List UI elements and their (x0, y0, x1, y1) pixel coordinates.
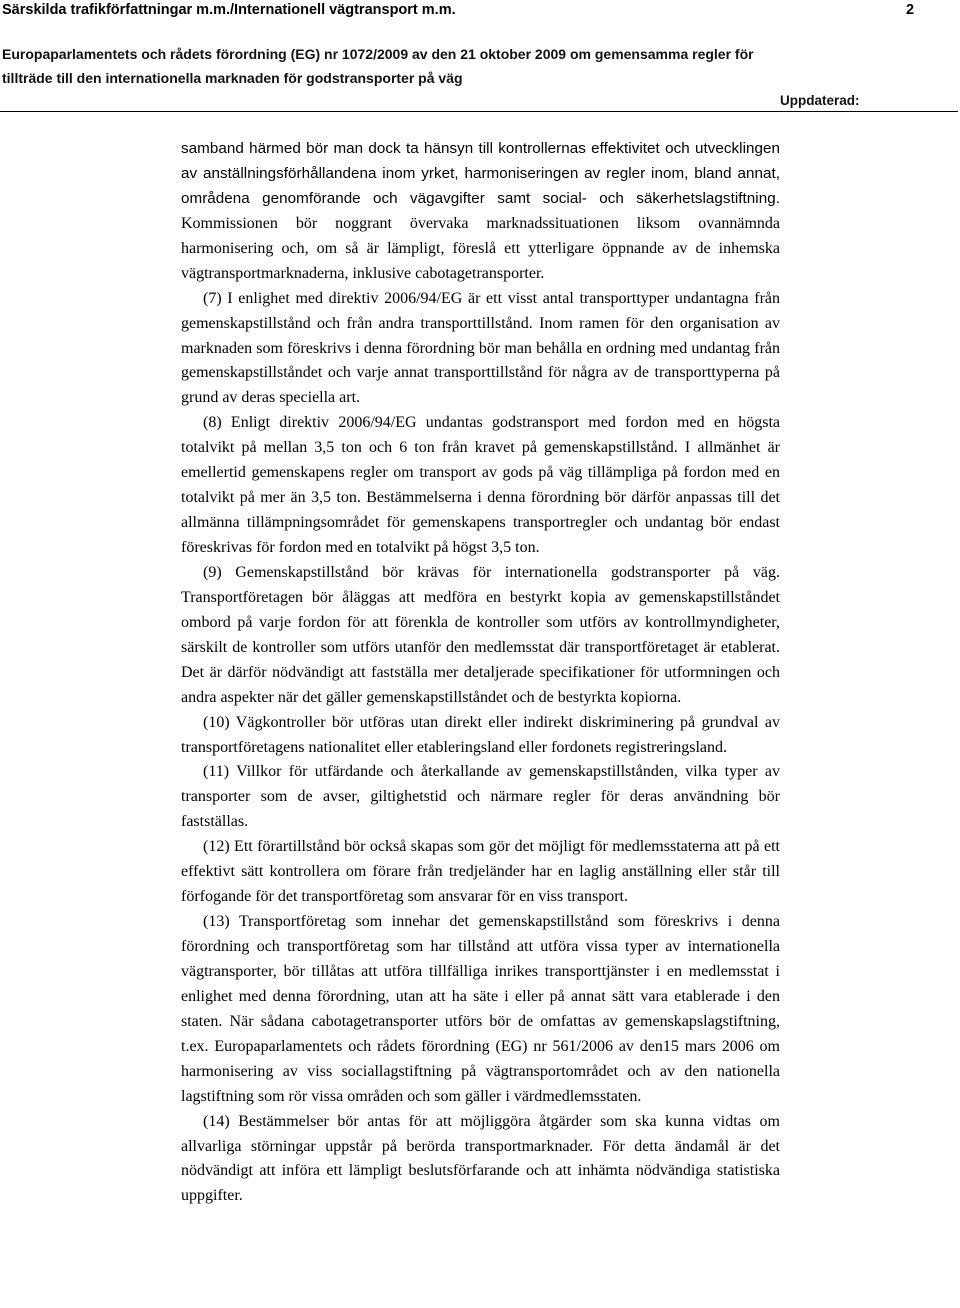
running-header (0, 0, 960, 20)
regulation-title-line-1: Europaparlamentets och rådets förordning (EG) nr 1072/2009 av den 21 oktober 2009 om gemensamma regler för (2, 46, 754, 62)
recital-13: (13) Transportföretag som innehar det gemenskapstillstånd som föreskrivs i denna förordning och transportföretag som har tillstånd att utföra vissa typer av internationella vägtransporter, bör tillåtas att utföra tillfälliga inrikes transporttjänster i en medlemsstat i enlighet med denna förordning, utan att ha säte i eller på annat sätt vara etablerade i den staten. När sådana cabotagetransporter utförs bör de omfattas av gemenskapslagstiftning, t.ex. Europaparlamentets och rådets förordning (EG) nr 561/2006 av den15 mars 2006 om harmonisering av viss sociallagstiftning på vägtransportområdet och av den nationella lagstiftning som rör vissa områden och som gäller i värdmedlemsstaten. (181, 913, 780, 1105)
recital-9: (9) Gemenskapstillstånd bör krävas för internationella godstransporter på väg. Transportföretagen bör åläggas att medföra en bestyrkt kopia av gemenskapstillståndet ombord på varje fordon för att förenkla de kontroller som utförs av kontrollmyndigheter, särskilt de kontroller som utförs utanför den medlemsstat där transportföretaget är etablerat. Det är därför nödvändigt att fastställa mer detaljerade specifikationer för utformningen och andra aspekter när det gäller gemenskapstillståndet och de bestyrkta kopiorna. (181, 563, 780, 706)
recital-10: (10) Vägkontroller bör utföras utan direkt eller indirekt diskriminering på grundval av transportföretagens nationalitet eller etableringsland eller fordonets registreringsland. (181, 713, 780, 756)
regulation-title-line-2: tillträde till den internationella marknaden för godstransporter på väg (2, 70, 463, 86)
continued-text-sans: samband härmed bör man dock ta hänsyn till kontrollernas effektivitet och utvecklingen av anställningsförhållandena inom yrket, harmoniseringen av regler inom, bland annat, områdena genomförande och vägavgifter samt social- och säkerhetslagstiftning. (181, 140, 780, 207)
header-divider (0, 111, 958, 112)
regulation-title (2, 42, 942, 90)
document-body (181, 137, 780, 1209)
page-number: 2 (906, 2, 915, 18)
recital-7: (7) I enlighet med direktiv 2006/94/EG är ett visst antal transporttyper undantagna från gemenskapstillstånd och från andra transporttillstånd. Inom ramen för den organisation av marknaden som föreskrivs i denna förordning bör man behålla en ordning med undantag från gemenskapstillståndet och varje annat transporttillstånd för några av de transporttyperna på grund av deras speciella art. (181, 289, 780, 407)
series-title: Särskilda trafikförfattningar m.m./Internationell vägtransport m.m. (2, 2, 456, 18)
recital-8: (8) Enligt direktiv 2006/94/EG undantas godstransport med fordon med en högsta totalvikt på mellan 3,5 ton och 6 ton från kravet på gemenskapstillstånd. I allmänhet är emellertid gemenskapens regler om transport av gods på väg tillämpliga på fordon med en totalvikt på mer än 3,5 ton. Bestämmelserna i denna förordning bör därför anpassas till det allmänna tillämpningsområdet för gemenskapens transportregler och undantag bör endast föreskrivas för fordon med en totalvikt på högst 3,5 ton. (181, 414, 780, 556)
recital-11: (11) Villkor för utfärdande och återkallande av gemenskapstillstånden, vilka typer av transporter som de avser, giltighetstid och närmare regler för deras användning bör fastställas. (181, 763, 780, 831)
continued-text-serif: Kommissionen bör noggrant övervaka marknadssituationen liksom ovannämnda harmonisering och, om så är lämpligt, föreslå ett ytterligare öppnande av de inhemska vägtransportmarknaderna, inklusive cabotagetransporter. (181, 214, 780, 282)
recital-14: (14) Bestämmelser bör antas för att möjliggöra åtgärder som ska kunna vidtas om allvarliga störningar uppstår på berörda transportmarknader. För detta ändamål är det nödvändigt att införa ett lämpligt beslutsförfarande och att inhämta nödvändiga statistiska uppgifter. (181, 1112, 780, 1205)
recital-12: (12) Ett förartillstånd bör också skapas som gör det möjligt för medlemsstaterna att på ett effektivt sätt kontrollera om förare från tredjeländer har en laglig anställning eller står till förfogande för det transportföretag som ansvarar för en viss transport. (181, 838, 780, 906)
updated-label: Uppdaterad: (780, 93, 860, 108)
continued-paragraph (181, 137, 780, 287)
